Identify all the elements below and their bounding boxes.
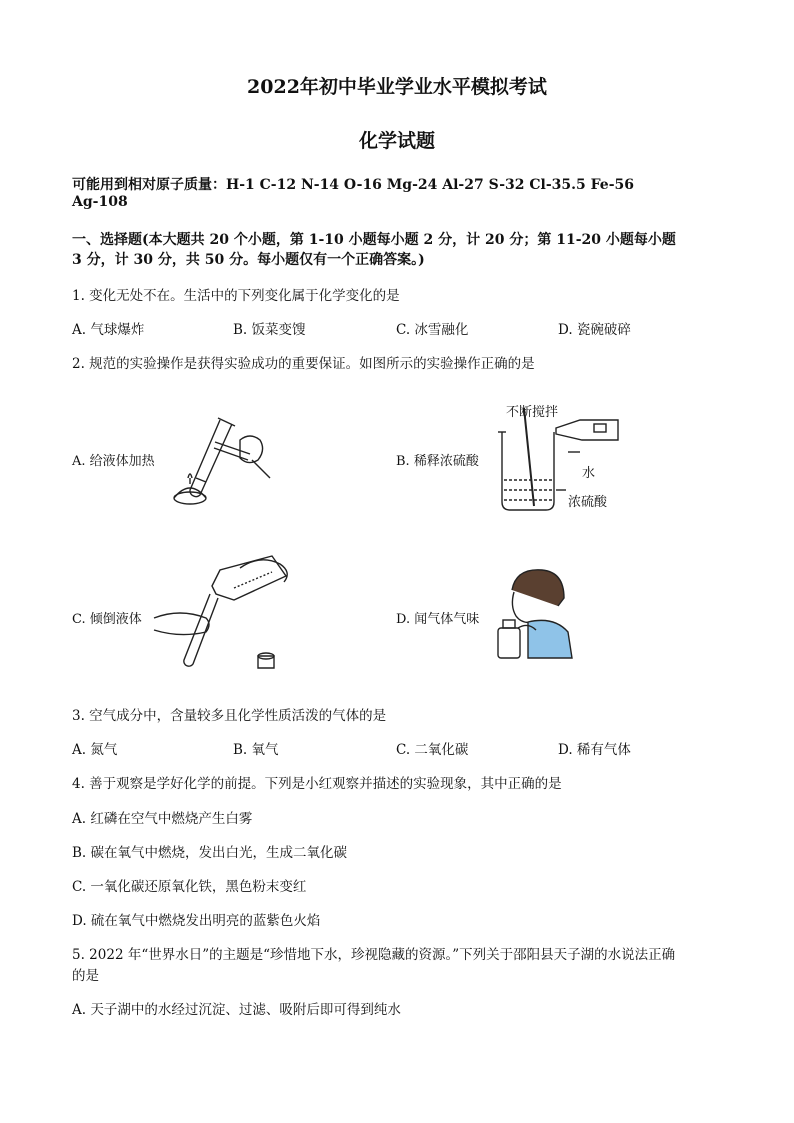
q1-option-d: D. 瓷碗破碎 — [558, 322, 631, 338]
figure-dilute-acid-labels — [490, 402, 620, 514]
q5-stem-line1: 5. 2022 年“世界水日”的主题是“珍惜地下水，珍视隐藏的资源。”下列关于邵阳县天子湖的水说法正确 — [72, 947, 676, 963]
label-stir: 不断搅拌 — [506, 405, 559, 420]
label-acid: 浓硫酸 — [568, 495, 608, 510]
q2-option-c: C. 倾倒液体 — [72, 612, 142, 627]
section-heading-line2: 3 分，计 30 分，共 50 分。每小题仅有一个正确答案。) — [72, 252, 425, 268]
atomic-masses-line2: Ag-108 — [72, 194, 128, 210]
q4-option-d: D. 硫在氧气中燃烧发出明亮的蓝紫色火焰 — [72, 913, 321, 929]
q3-option-a: A. 氮气 — [72, 742, 118, 758]
q2-stem: 2. 规范的实验操作是获得实验成功的重要保证。如图所示的实验操作正确的是 — [72, 356, 535, 372]
q3-option-c: C. 二氧化碳 — [396, 742, 469, 758]
q3-option-d: D. 稀有气体 — [558, 742, 631, 758]
q1-stem: 1. 变化无处不在。生活中的下列变化属于化学变化的是 — [72, 288, 400, 304]
label-water: 水 — [582, 466, 596, 481]
q1-option-c: C. 冰雪融化 — [396, 322, 469, 338]
figure-heating-liquid — [160, 400, 280, 510]
figure-pouring-liquid — [150, 548, 300, 678]
page-subtitle: 化学试题 — [358, 130, 435, 152]
q1-option-a: A. 气球爆炸 — [72, 322, 145, 338]
q2-option-b: B. 稀释浓硫酸 — [396, 454, 479, 469]
atomic-masses-line1: 可能用到相对原子质量：H-1 C-12 N-14 O-16 Mg-24 Al-27 S-32 Cl-35.5 Fe-56 — [72, 177, 635, 193]
figure-smelling-gas — [494, 566, 574, 660]
q3-stem: 3. 空气成分中，含量较多且化学性质活泼的气体的是 — [72, 708, 387, 724]
q5-option-a: A. 天子湖中的水经过沉淀、过滤、吸附后即可得到纯水 — [72, 1002, 401, 1018]
q4-option-c: C. 一氧化碳还原氧化铁，黑色粉末变红 — [72, 879, 307, 895]
q2-option-d: D. 闻气体气味 — [396, 612, 480, 627]
q4-option-a: A. 红磷在空气中燃烧产生白雾 — [72, 811, 253, 827]
q5-stem-line2: 的是 — [72, 968, 99, 984]
page-title: 2022年初中毕业学业水平模拟考试 — [247, 76, 547, 98]
q4-option-b: B. 碳在氧气中燃烧，发出白光，生成二氧化碳 — [72, 845, 348, 861]
q1-option-b: B. 饭菜变馊 — [233, 322, 306, 338]
q2-option-a: A. 给液体加热 — [72, 454, 155, 469]
q4-stem: 4. 善于观察是学好化学的前提。下列是小红观察并描述的实验现象，其中正确的是 — [72, 776, 562, 792]
section-heading-line1: 一、选择题(本大题共 20 个小题，第 1-10 小题每小题 2 分，计 20 分；第 11-20 小题每小题 — [72, 232, 676, 248]
q3-option-b: B. 氧气 — [233, 742, 279, 758]
